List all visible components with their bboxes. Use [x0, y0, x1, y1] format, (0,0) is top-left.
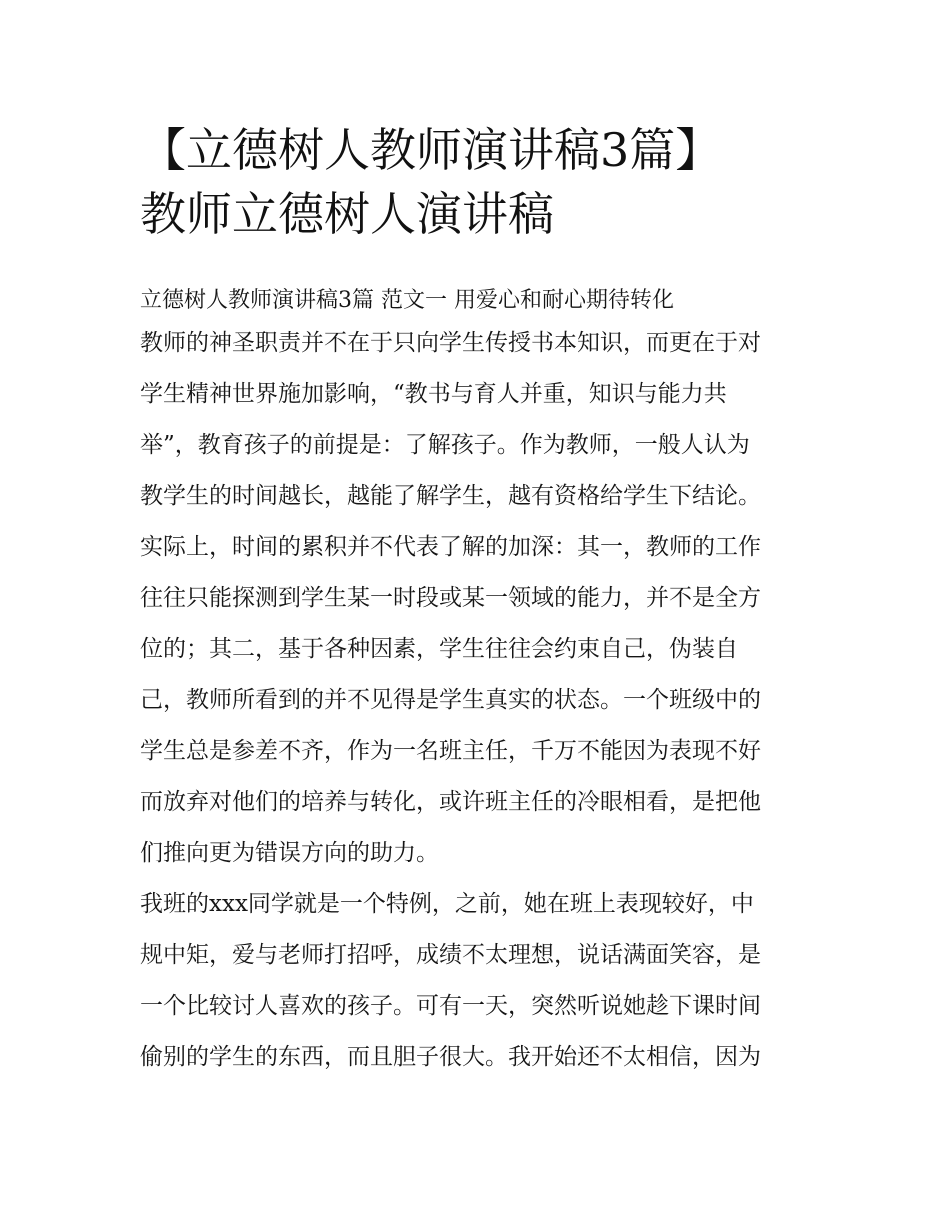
paragraph-line: 教学生的时间越长，越能了解学生，越有资格给学生下结论。 [140, 483, 761, 509]
paragraph-line: 一个比较讨人喜欢的孩子。可有一天，突然听说她趁下课时间 [140, 993, 761, 1019]
document-body [140, 284, 820, 1083]
paragraph-line: 位的；其二，基于各种因素，学生往往会约束自己，伪装自 [140, 636, 738, 662]
paragraph-2 [140, 879, 820, 1083]
paragraph-line: 实际上，时间的累积并不代表了解的加深：其一，教师的工作 [140, 534, 761, 560]
document-title [140, 118, 840, 246]
paragraph-line: 学生总是参差不齐，作为一名班主任，千万不能因为表现不好 [140, 738, 761, 764]
paragraph-1 [140, 318, 820, 879]
paragraph-line: 举”，教育孩子的前提是：了解孩子。作为教师，一般人认为 [140, 432, 750, 458]
paragraph-line: 学生精神世界施加影响，“教书与育人并重，知识与能力共 [140, 381, 727, 407]
section-subtitle: 立德树人教师演讲稿3篇 范文一 用爱心和耐心期待转化 [140, 288, 674, 313]
title-line-1: 【立德树人教师演讲稿3篇】 [140, 123, 722, 177]
paragraph-line: 我班的xxx同学就是一个特例，之前，她在班上表现较好，中 [140, 891, 754, 917]
paragraph-line: 教师的神圣职责并不在于只向学生传授书本知识，而更在于对 [140, 330, 761, 356]
paragraph-line: 而放弃对他们的培养与转化，或许班主任的冷眼相看，是把他 [140, 789, 761, 815]
paragraph-line: 己，教师所看到的并不见得是学生真实的状态。一个班级中的 [140, 687, 761, 713]
paragraph-line: 偷别的学生的东西，而且胆子很大。我开始还不太相信，因为 [140, 1044, 761, 1070]
paragraph-line: 们推向更为错误方向的助力。 [140, 840, 439, 866]
paragraph-line: 规中矩，爱与老师打招呼，成绩不太理想，说话满面笑容，是 [140, 942, 761, 968]
title-line-2: 教师立德树人演讲稿 [140, 187, 554, 241]
paragraph-line: 往往只能探测到学生某一时段或某一领域的能力，并不是全方 [140, 585, 761, 611]
